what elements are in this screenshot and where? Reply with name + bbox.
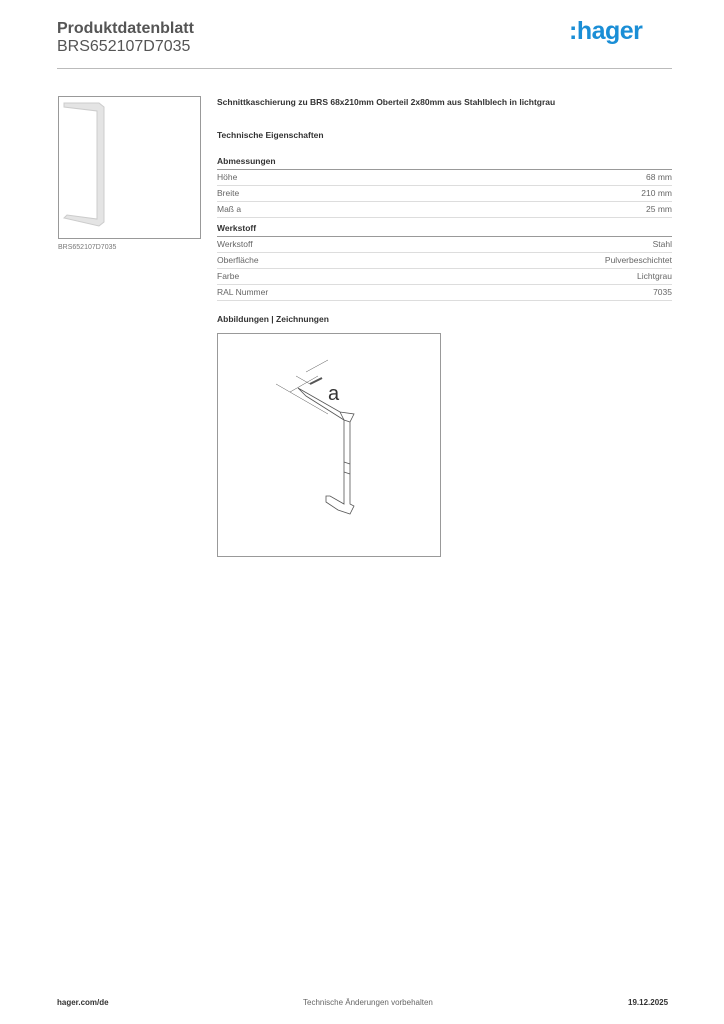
product-image	[58, 96, 201, 239]
row-label: Farbe	[217, 271, 240, 281]
tech-properties-heading: Technische Eigenschaften	[217, 130, 324, 140]
row-label: Maß a	[217, 204, 242, 214]
drawings-heading: Abbildungen | Zeichnungen	[217, 314, 329, 324]
row-value: Pulverbeschichtet	[604, 255, 672, 265]
footer-website[interactable]: hager.com/de	[57, 998, 109, 1007]
row-label: Werkstoff	[217, 239, 253, 249]
material-table	[217, 221, 672, 301]
row-label: Oberfläche	[217, 255, 259, 265]
article-number: BRS652107D7035	[57, 38, 191, 55]
group-heading: Abmessungen	[217, 154, 672, 170]
dimension-label: a	[328, 383, 340, 405]
row-label: Höhe	[217, 172, 238, 182]
hager-logo: :hager	[569, 17, 643, 45]
row-value: 210 mm	[641, 188, 672, 198]
table-row	[217, 269, 672, 285]
row-value: 25 mm	[646, 204, 672, 214]
divider	[57, 68, 672, 69]
dimensions-table	[217, 154, 672, 218]
row-value: Stahl	[652, 239, 672, 249]
footer-note: Technische Änderungen vorbehalten	[303, 998, 433, 1007]
footer-date: 19.12.2025	[628, 998, 669, 1007]
row-value: Lichtgrau	[637, 271, 672, 281]
technical-drawing	[217, 333, 441, 557]
row-label: RAL Nummer	[217, 287, 269, 297]
product-description: Schnittkaschierung zu BRS 68x210mm Oberteil 2x80mm aus Stahlblech in lichtgrau	[217, 97, 556, 107]
table-row	[217, 237, 672, 253]
table-row	[217, 253, 672, 269]
page-title: Produktdatenblatt	[57, 20, 194, 37]
table-row	[217, 170, 672, 186]
group-heading: Werkstoff	[217, 221, 672, 237]
product-image-caption: BRS652107D7035	[58, 244, 117, 251]
row-value: 68 mm	[646, 172, 672, 182]
table-row	[217, 202, 672, 218]
table-row	[217, 186, 672, 202]
row-value: 7035	[653, 287, 672, 297]
row-label: Breite	[217, 188, 240, 198]
table-row	[217, 285, 672, 301]
